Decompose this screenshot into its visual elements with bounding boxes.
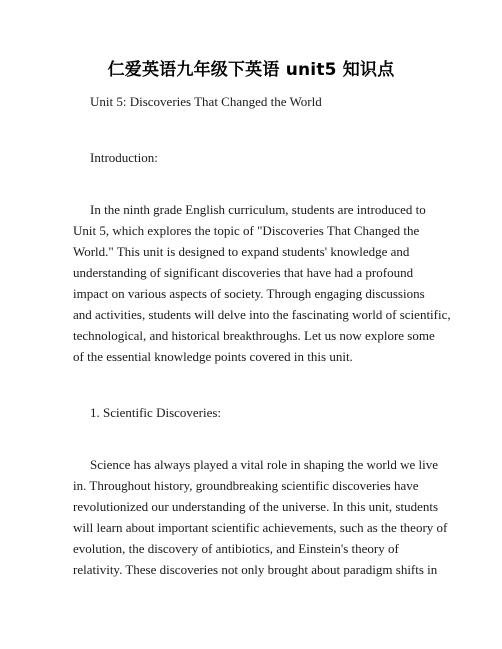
paragraph-line: in. Throughout history, groundbreaking scientific discoveries have (73, 478, 419, 493)
paragraph-line: In the ninth grade English curriculum, students are introduced to (90, 202, 426, 217)
paragraph-line: Unit 5, which explores the topic of "Discoveries That Changed the (73, 223, 420, 238)
unit-heading: Unit 5: Discoveries That Changed the World (90, 94, 322, 109)
paragraph-line: impact on various aspects of society. Through engaging discussions (73, 286, 425, 301)
paragraph-line: of the essential knowledge points covered in this unit. (73, 349, 353, 364)
section-heading-scientific-discoveries: 1. Scientific Discoveries: (90, 405, 222, 420)
paragraph-line: will learn about important scientific achievements, such as the theory of (73, 520, 448, 535)
paragraph-line: understanding of significant discoveries that have had a profound (73, 265, 414, 280)
paragraph-line: relativity. These discoveries not only brought about paradigm shifts in (73, 562, 438, 577)
paragraph-line: technological, and historical breakthroughs. Let us now explore some (73, 328, 435, 343)
paragraph-line: Science has always played a vital role in shaping the world we live (90, 457, 439, 472)
paragraph-line: World." This unit is designed to expand students' knowledge and (73, 244, 410, 259)
document-title: 仁爱英语九年级下英语 unit5 知识点 (107, 60, 395, 80)
paragraph-line: revolutionized our understanding of the universe. In this unit, students (73, 499, 439, 514)
paragraph-line: and activities, students will delve into the fascinating world of scientific, (73, 307, 451, 322)
section-heading-introduction: Introduction: (90, 150, 158, 165)
paragraph-line: evolution, the discovery of antibiotics, and Einstein's theory of (73, 541, 399, 556)
